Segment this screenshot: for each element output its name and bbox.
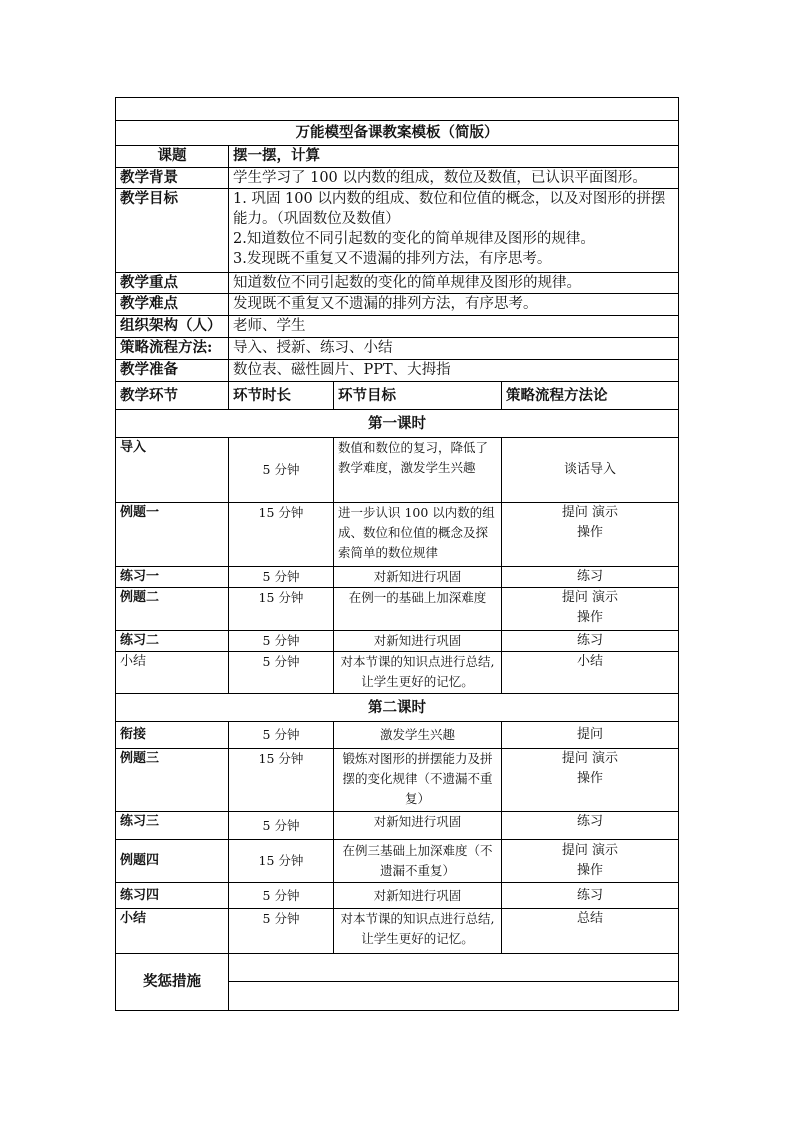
stage-cell: 小结 (116, 652, 229, 694)
time-cell: 5 分钟 (229, 909, 334, 954)
method-cell: 练习 (502, 812, 679, 840)
method-cell: 提问 演示 操作 (502, 503, 679, 567)
stage-cell: 练习四 (116, 883, 229, 909)
difficulty-label: 教学难点 (116, 294, 229, 316)
goal-cell: 进一步认识 100 以内数的组成、数位和位值的概念及探索简单的数位规律 (334, 503, 502, 567)
key-point-value: 知道数位不同引起数的变化的简单规律及图形的规律。 (229, 273, 679, 294)
time-cell: 15 分钟 (229, 749, 334, 812)
stage-cell: 例题四 (116, 840, 229, 883)
method-cell: 提问 演示 操作 (502, 840, 679, 883)
time-cell: 5 分钟 (229, 722, 334, 749)
reward-cell-1 (229, 954, 679, 982)
goal-cell: 在例一的基础上加深难度 (334, 588, 502, 631)
goal-cell: 对新知进行巩固 (334, 812, 502, 840)
lesson-1-title: 第一课时 (116, 410, 679, 438)
goal-cell: 对新知进行巩固 (334, 883, 502, 909)
lesson-plan-document (115, 97, 678, 1011)
header-time: 环节时长 (229, 382, 334, 410)
topic-label: 课题 (116, 146, 229, 168)
goal-cell: 对本节课的知识点进行总结,让学生更好的记忆。 (334, 652, 502, 694)
time-cell: 5 分钟 (229, 883, 334, 909)
strategy-label: 策略流程方法: (116, 338, 229, 360)
time-cell: 15 分钟 (229, 588, 334, 631)
lesson-plan-table (115, 97, 679, 1011)
organization-label: 组织架构（人） (116, 316, 229, 338)
blank-top-row (116, 98, 679, 121)
stage-cell: 例题一 (116, 503, 229, 567)
goal-cell: 对新知进行巩固 (334, 631, 502, 652)
document-title: 万能模型备课教案模板（简版） (116, 121, 679, 146)
goal-cell: 在例三基础上加深难度（不遗漏不重复） (334, 840, 502, 883)
goal-value (229, 189, 679, 273)
header-stage: 教学环节 (116, 382, 229, 410)
method-cell: 提问 演示 操作 (502, 749, 679, 812)
time-cell: 5 分钟 (229, 438, 334, 503)
header-goal: 环节目标 (334, 382, 502, 410)
time-cell: 5 分钟 (229, 567, 334, 588)
stage-cell: 衔接 (116, 722, 229, 749)
goal-label: 教学目标 (116, 189, 229, 273)
time-cell: 15 分钟 (229, 503, 334, 567)
header-method: 策略流程方法论 (502, 382, 679, 410)
background-value: 学生学习了 100 以内数的组成，数位及数值，已认识平面图形。 (229, 168, 679, 189)
goal-cell: 激发学生兴趣 (334, 722, 502, 749)
stage-cell: 例题三 (116, 749, 229, 812)
time-cell: 5 分钟 (229, 812, 334, 840)
method-cell: 练习 (502, 631, 679, 652)
difficulty-value: 发现既不重复又不遗漏的排列方法，有序思考。 (229, 294, 679, 316)
stage-cell: 练习一 (116, 567, 229, 588)
goal-item-3: 3.发现既不重复又不遗漏的排列方法，有序思考。 (233, 251, 552, 267)
preparation-value: 数位表、磁性圆片、PPT、大拇指 (229, 360, 679, 382)
method-cell: 提问 演示 操作 (502, 588, 679, 631)
organization-value: 老师、学生 (229, 316, 679, 338)
time-cell: 5 分钟 (229, 652, 334, 694)
goal-item-2: 2.知道数位不同引起数的变化的简单规律及图形的规律。 (233, 231, 595, 247)
stage-cell: 练习二 (116, 631, 229, 652)
goal-item-1: 1. 巩固 100 以内数的组成、数位和位值的概念，以及对图形的拼摆能力。（巩固数位及数值） (233, 191, 666, 227)
preparation-label: 教学准备 (116, 360, 229, 382)
topic-value: 摆一摆，计算 (229, 146, 679, 168)
method-cell: 提问 (502, 722, 679, 749)
lesson-2-title: 第二课时 (116, 694, 679, 722)
goal-cell: 对本节课的知识点进行总结,让学生更好的记忆。 (334, 909, 502, 954)
goal-cell: 数值和数位的复习，降低了教学难度，激发学生兴趣 (334, 438, 502, 503)
reward-label: 奖惩措施 (116, 954, 229, 1011)
stage-cell: 小结 (116, 909, 229, 954)
stage-cell: 例题二 (116, 588, 229, 631)
method-cell: 总结 (502, 909, 679, 954)
key-point-label: 教学重点 (116, 273, 229, 294)
time-cell: 15 分钟 (229, 840, 334, 883)
method-cell: 谈话导入 (502, 438, 679, 503)
background-label: 教学背景 (116, 168, 229, 189)
reward-cell-2 (229, 982, 679, 1011)
goal-cell: 对新知进行巩固 (334, 567, 502, 588)
method-cell: 练习 (502, 567, 679, 588)
time-cell: 5 分钟 (229, 631, 334, 652)
goal-cell: 锻炼对图形的拼摆能力及拼摆的变化规律（不遗漏不重复） (334, 749, 502, 812)
strategy-value: 导入、授新、练习、小结 (229, 338, 679, 360)
stage-cell: 导入 (116, 438, 229, 503)
method-cell: 小结 (502, 652, 679, 694)
method-cell: 练习 (502, 883, 679, 909)
stage-cell: 练习三 (116, 812, 229, 840)
